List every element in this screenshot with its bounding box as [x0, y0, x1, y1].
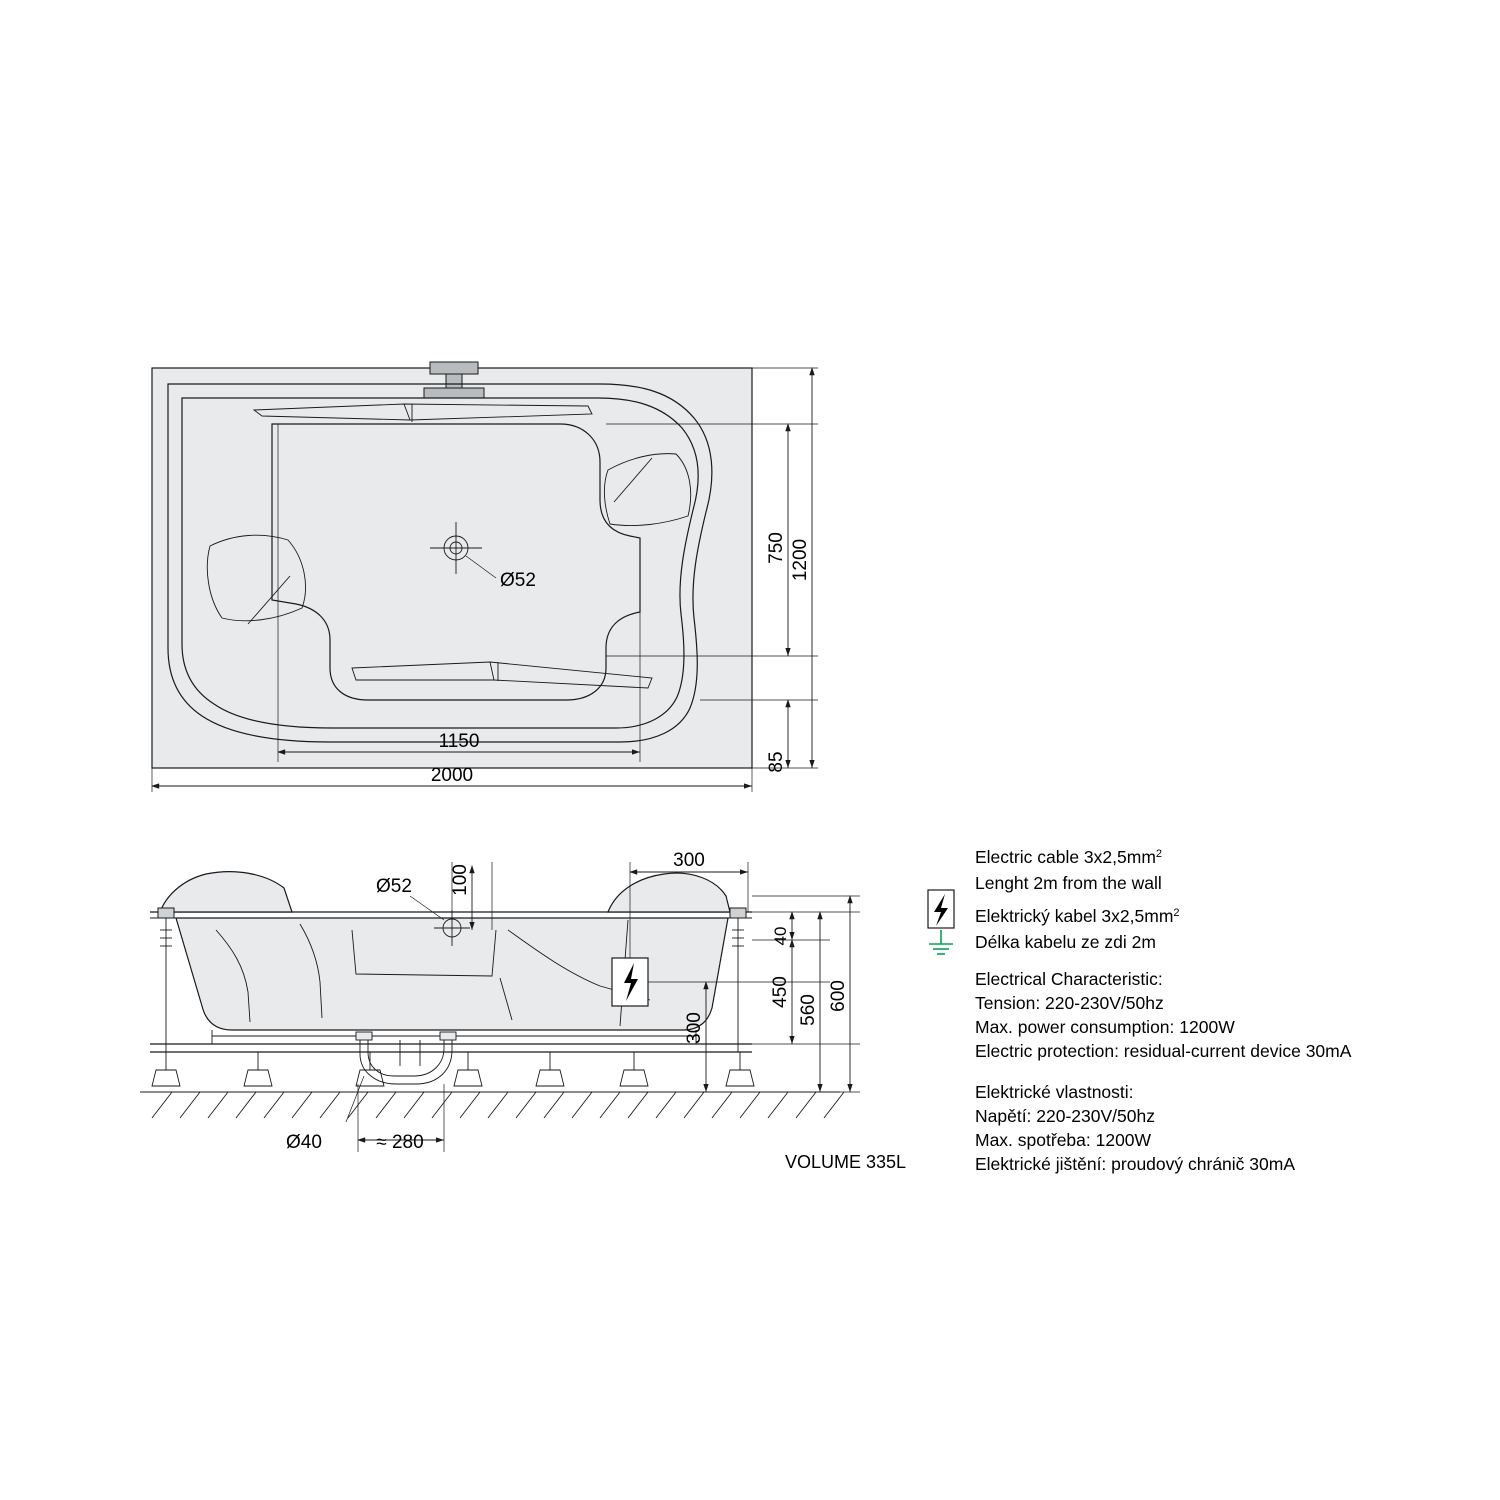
dim-100: 100: [450, 864, 471, 896]
top-drain-label: Ø52: [500, 570, 536, 591]
top-view-outline: [152, 368, 752, 768]
legend-cable-cz-line2: Délka kabelu ze zdi 2m: [975, 932, 1156, 952]
dim-1150: 1150: [438, 731, 480, 752]
dim-2000: 2000: [430, 765, 474, 786]
headrest-right: [608, 873, 730, 912]
volume-label: VOLUME 335L: [785, 1152, 907, 1172]
top-view-group: [152, 362, 818, 792]
legend-cable-en-line1: Electric cable $3x2,5mm^2$: [975, 847, 1163, 867]
specs-cz-heading: Elektrické vlastnosti:: [975, 1082, 1134, 1102]
dim-600: 600: [828, 980, 849, 1012]
specs-cz-line-2: Elektrické jištění: proudový chránič 30mA: [975, 1154, 1295, 1174]
specs-en-line-0: Tension: 220-230V/50hz: [975, 993, 1164, 1013]
dim-85: 85: [766, 751, 787, 773]
siphon-pipework: [356, 1032, 456, 1084]
legend-cable-cz-line1: Elektrický kabel $3x2,5mm^2$: [975, 906, 1180, 926]
dim-560: 560: [798, 994, 819, 1026]
dim-750: 750: [766, 532, 787, 564]
floor-hatching: [140, 1092, 844, 1118]
ground-earth-icon: [929, 930, 953, 954]
side-view-group: [140, 850, 906, 1172]
specs-en-heading: Electrical Characteristic:: [975, 969, 1163, 989]
legend-cable-en-line2: Lenght 2m from the wall: [975, 873, 1162, 893]
side-drain-label: Ø52: [376, 876, 412, 897]
specs-en-line-1: Max. power consumption: 1200W: [975, 1017, 1235, 1037]
dim-450: 450: [770, 976, 791, 1008]
feet-group: [152, 1052, 754, 1086]
legend-group: [928, 847, 1352, 1174]
dim-300-inner: 300: [684, 1012, 705, 1044]
support-frame-left: [158, 908, 174, 1052]
specs-cz-line-0: Napětí: 220-230V/50hz: [975, 1106, 1155, 1126]
electric-box-icon: [612, 958, 648, 1006]
support-frame-right: [730, 908, 746, 1052]
specs-en-line-2: Electric protection: residual-current device 30mA: [975, 1041, 1352, 1061]
dim-280: ≈ 280: [376, 1132, 424, 1153]
specs-cz-line-1: Max. spotřeba: 1200W: [975, 1130, 1152, 1150]
lightning-bolt-icon: [928, 890, 954, 928]
dim-300-top: 300: [673, 850, 705, 871]
dim-40: 40: [771, 926, 790, 946]
headrest-left: [160, 872, 292, 912]
waste-label: Ø40: [286, 1132, 322, 1153]
dim-1200: 1200: [790, 538, 811, 582]
